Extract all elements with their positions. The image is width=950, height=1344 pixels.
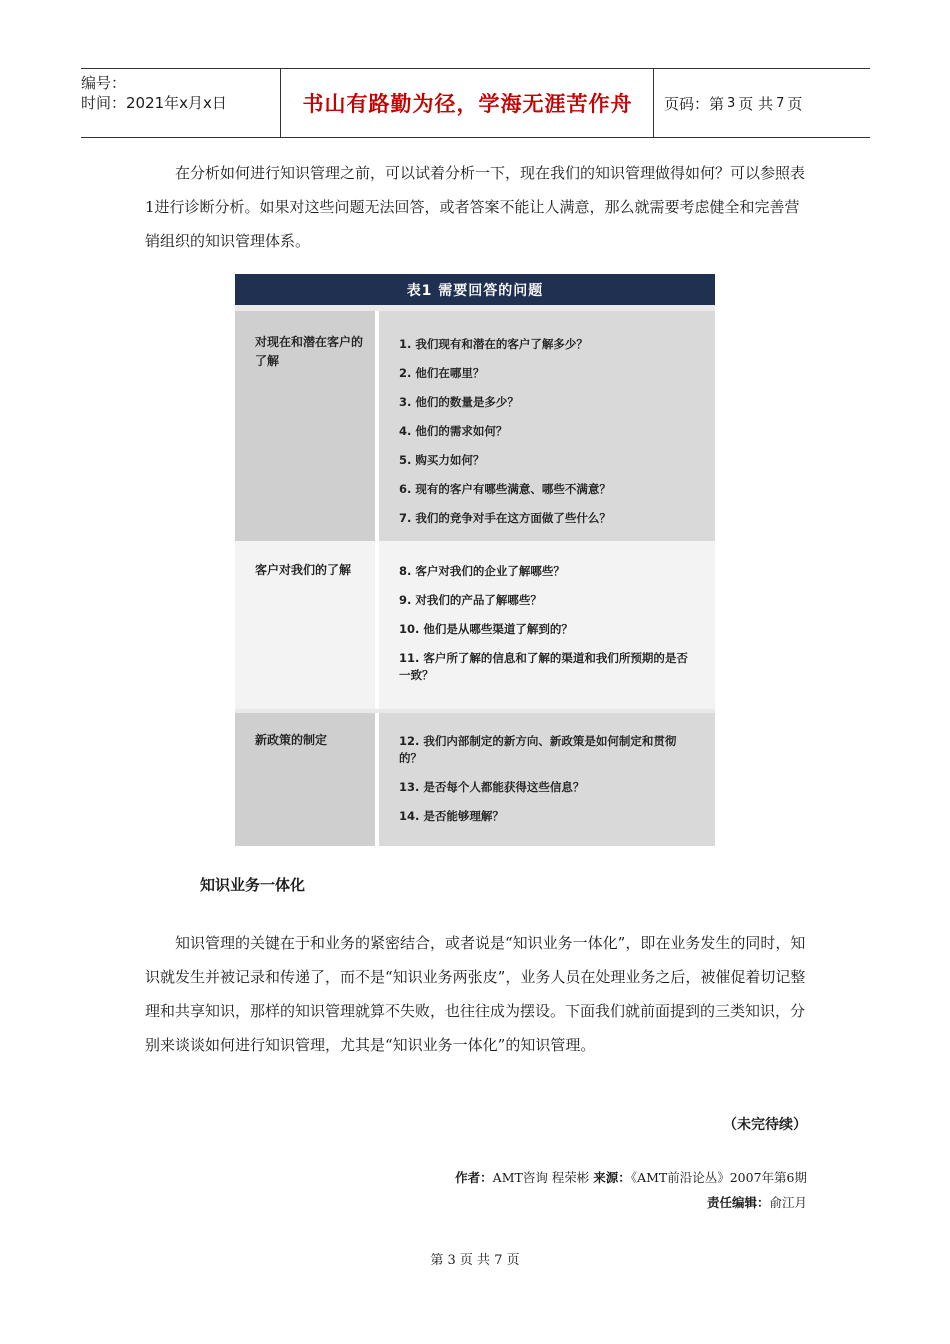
question-item: 11. 客户所了解的信息和了解的渠道和我们所预期的是否一致？ [399,651,688,682]
header-page-info [654,69,870,137]
credits-line-2 [707,1193,807,1211]
credits-line-1 [455,1168,807,1186]
source-name: 《AMT前沿论丛》2007年第6期 [630,1170,807,1185]
question-item: 14. 是否能够理解？ [399,809,504,823]
author-label: 作者： [455,1170,493,1185]
question-item: 7. 我们的竞争对手在这方面做了些什么？ [399,511,611,525]
page-footer: 第 3 页 共 7 页 [430,1253,520,1268]
header-motto: 书山有路勤为径，学海无涯苦作舟 [302,92,633,116]
group-category: 客户对我们的了解 [255,563,352,577]
page-mid: 页 共 [738,94,774,113]
question-item: 13. 是否每个人都能获得这些信息？ [399,780,585,794]
intro-paragraph: 在分析如何进行知识管理之前，可以试着分析一下，现在我们的知识管理做得如何？可以参照表1进行诊断分析。如果对这些问题无法回答，或者答案不能让人满意，那么就需要考虑健全和完善营销组织的知识管理体系。 [145,164,806,250]
question-item: 2. 他们在哪里？ [399,366,485,380]
question-item: 4. 他们的需求如何？ [399,424,508,438]
question-item: 3. 他们的数量是多少？ [399,395,519,409]
page-total: 7 [776,95,785,111]
question-item: 8. 客户对我们的企业了解哪些？ [399,564,565,578]
table-group-2 [235,541,715,709]
group-category: 新政策的制定 [255,733,328,747]
doc-date: 时间：2021年x月x日 [81,94,227,112]
question-item: 12. 我们内部制定的新方向、新政策是如何制定和贯彻的？ [399,734,677,765]
header-meta [81,69,281,137]
table-group-3 [235,713,715,846]
page-current: 3 [727,95,736,111]
page-suffix: 页 [787,94,803,113]
question-item: 5. 购买力如何？ [399,453,485,467]
page-prefix: 页码：第 [664,94,725,113]
table-group-1 [235,311,715,541]
question-item: 9. 对我们的产品了解哪些？ [399,593,542,607]
question-item: 1. 我们现有和潜在的客户了解多少？ [399,337,588,351]
author-name: AMT咨询 程荣彬 [492,1170,590,1185]
to-be-continued: （未完待续） [723,1117,807,1133]
main-paragraph: 知识管理的关键在于和业务的紧密结合，或者说是“知识业务一体化”，即在业务发生的同时，知识就发生并被记录和传递了，而不是“知识业务两张皮”，业务人员在处理业务之后，被催促着切记整理和共享知识，那样的知识管理就算不失败，也往往成为摆设。下面我们就前面提到的三类知识，分别来谈谈如何进行知识管理，尤其是“知识业务一体化”的知识管理。 [145,934,806,1054]
question-item: 6. 现有的客户有哪些满意、哪些不满意？ [399,482,611,496]
header-motto-cell [282,69,654,137]
group-category: 对现在和潜在客户的了解 [255,335,364,368]
page-header [81,68,870,138]
editor-label: 责任编辑： [706,1195,770,1210]
table-title: 表1 需要回答的问题 [235,274,715,305]
doc-number-label: 编号： [81,74,127,92]
source-label: 来源： [593,1170,631,1185]
section-subheading: 知识业务一体化 [200,876,306,894]
questions-table [235,274,715,846]
question-item: 10. 他们是从哪些渠道了解到的？ [399,622,573,636]
editor-name: 俞江月 [769,1195,807,1210]
